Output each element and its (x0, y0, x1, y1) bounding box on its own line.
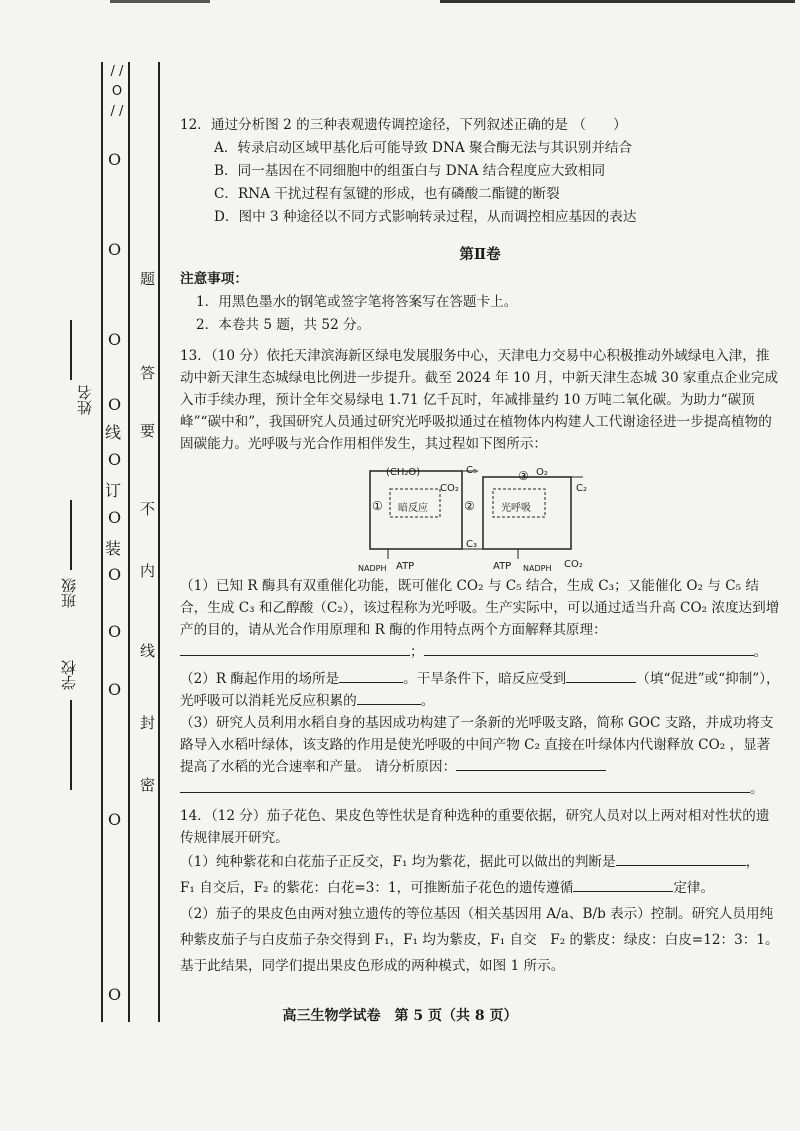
q14-intro: 14．（12 分）茄子花色、果皮色等性状是育种选种的重要依据，研究人员对以上两对相对性状的遗传规律展开研究。 (180, 808, 770, 846)
seal-char: 题 (140, 270, 156, 288)
page-content (180, 114, 780, 979)
scan-mark (440, 0, 795, 3)
binding-circle: O (108, 395, 122, 414)
q14-sub1-part: ， (745, 854, 760, 870)
seal-char: 线 (140, 642, 156, 660)
diagram-c3: C₃ (466, 539, 477, 550)
answer-blank[interactable] (339, 668, 403, 683)
diagram-ch2o: (CH₂O) (386, 467, 421, 478)
binding-circle: O (108, 150, 122, 169)
diagram-circle-2: ② (464, 499, 475, 513)
q14-sub1 (180, 849, 780, 875)
q12-option-b: B．同一基因在不同细胞中的组蛋白与 DNA 结合程度应大致相同 (214, 163, 606, 179)
diagram-co2-top: CO₂ (440, 483, 459, 494)
binding-circle: O (108, 985, 122, 1004)
binding-circle: O (108, 508, 122, 527)
school-label: 学校 (60, 660, 78, 690)
notice-item: 2．本卷共 5 题，共 52 分。 (196, 317, 371, 333)
binding-line-left (101, 62, 103, 1022)
photorespiration-diagram (358, 459, 598, 573)
q13-sub3-end: 。 (750, 781, 764, 797)
q13-sub1-end: 。 (753, 644, 768, 660)
binding-circle: O (108, 680, 122, 699)
q13-sub1-answer (180, 641, 780, 664)
binding-circle: O (108, 810, 122, 829)
binding-line-right (128, 62, 130, 1022)
diagram-c2: C₂ (576, 483, 587, 494)
scan-mark (110, 0, 210, 3)
q12-option-c: C．RNA 干扰过程有氢键的形成，也有磷酸二酯键的断裂 (214, 186, 560, 202)
diagram-co2-bottom: CO₂ (564, 559, 583, 570)
scan-edge (0, 0, 800, 8)
q14-sub1-part: （1）纯种紫花和白花茄子正反交，F₁ 均为紫花，据此可以做出的判断是 (180, 854, 616, 870)
diagram-circle-3: ③ (518, 469, 529, 483)
cut-char: 线 (105, 423, 122, 442)
q13-sub2-part: （填“促进”或“抑制”），光呼吸可以消耗光反应积累的 (180, 671, 780, 709)
binding-circles: / / O / / (110, 64, 124, 119)
cut-char: 订 (105, 481, 122, 500)
diagram-circle-1: ① (372, 499, 383, 513)
answer-blank[interactable] (424, 641, 754, 656)
q13-sub2 (180, 668, 780, 712)
binding-circle: O (108, 330, 122, 349)
seal-line (158, 62, 160, 1022)
binding-circle: O (108, 450, 122, 469)
q14-sub1-part: 定律。 (673, 880, 715, 896)
class-blank[interactable] (70, 500, 72, 570)
diagram-nadph-left: NADPH (358, 564, 387, 573)
answer-blank[interactable] (573, 877, 673, 892)
page-footer: 高三生物学试卷 第 5 页（共 8 页） (282, 1008, 518, 1024)
school-blank[interactable] (70, 700, 72, 790)
q13-sub3 (180, 712, 780, 778)
cut-char: 装 (105, 539, 122, 558)
q13-sub2-part: 。干旱条件下，暗反应受到 (403, 671, 567, 687)
notice-item: 1．用黑色墨水的钢笔或签字笔将答案写在答题卡上。 (196, 294, 518, 310)
part2-title: 第Ⅱ卷 (459, 246, 501, 263)
diagram-c5-top: C₅ (466, 465, 477, 476)
q12-option-d: D．图中 3 种途径以不同方式影响转录过程，从而调控相应基因的表达 (214, 209, 637, 225)
answer-blank[interactable] (566, 668, 636, 683)
seal-char: 密 (140, 776, 156, 794)
q13-intro: 13．（10 分）依托天津滨海新区绿电发展服务中心，天津电力交易中心积极推动外域绿电入津，推动中新天津生态城绿电比例进一步提升。截至 2024 年 10 月，中新天津生态城 30 家重点企业完成入市手续办理，预计全年交易绿电 1.71 亿千瓦时，年减排量约 10 万吨二氧化碳。为助力“碳顶峰”“碳中和”，我国研究人员通过研究光呼吸拟通过在植物体内构建人工代谢途径进一步提高植物的固碳能力。光呼吸与光合作用相伴发生，其过程如下图所示： (180, 348, 779, 452)
q13-sub3-text: （3）研究人员利用水稻自身的基因成功构建了一条新的光呼吸支路，简称 GOC 支路，并成功将支路导入水稻叶绿体，该支路的作用是使光呼吸的中间产物 C₂ 直接在叶绿体内代谢释放 CO₂ ，显著提高了水稻的光合速率和产量。 请分析原因： (180, 715, 774, 775)
q13-sub2-part: 。 (420, 693, 435, 709)
name-blank[interactable] (70, 320, 72, 380)
q12-option-a: A．转录启动区域甲基化后可能导致 DNA 聚合酶无法与其识别并结合 (214, 140, 633, 156)
diagram-atp-left: ATP (396, 561, 415, 572)
binding-circle: O (108, 240, 122, 259)
notice-title: 注意事项： (180, 271, 248, 287)
answer-blank[interactable] (616, 851, 746, 866)
q12-stem: 12．通过分析图 2 的三种表观遗传调控途径，下列叙述正确的是 （ ） (180, 117, 627, 133)
q13-sub3-answer (180, 778, 780, 801)
seal-char: 封 (140, 714, 156, 732)
q14-sub1-cont (180, 875, 780, 901)
q14-sub1-part: F₁ 自交后，F₂ 的紫花：白花=3：1，可推断茄子花色的遗传遵循 (180, 880, 574, 896)
diagram-photorespiration: 光呼吸 (501, 503, 531, 514)
answer-blank[interactable] (456, 756, 606, 771)
binding-circle: O (108, 622, 122, 641)
diagram-nadph-right: NADPH (523, 564, 552, 573)
answer-blank[interactable] (180, 778, 750, 793)
diagram-o2: O₂ (536, 467, 548, 478)
seal-char: 内 (140, 562, 156, 580)
answer-blank[interactable] (180, 641, 410, 656)
q14-sub2: （2）茄子的果皮色由两对独立遗传的等位基因（相关基因用 A/a、B/b 表示）控制。研究人员用纯种紫皮茄子与白皮茄子杂交得到 F₁，F₁ 均为紫皮，F₁ 自交 F₂ 的紫皮：绿皮：白皮=12：3：1。基于此结果，同学们提出果皮色形成的两种模式，如图 1 所示。 (180, 906, 779, 974)
binding-circle: O (108, 565, 122, 584)
name-label: 姓名 (76, 385, 94, 415)
diagram-atp-right: ATP (493, 561, 512, 572)
seal-char: 要 (140, 422, 156, 440)
seal-char: 答 (140, 364, 156, 382)
class-label: 班级 (60, 578, 78, 608)
q13-sub1: （1）已知 R 酶具有双重催化功能，既可催化 CO₂ 与 C₅ 结合，生成 C₃；又能催化 O₂ 与 C₅ 结合，生成 C₃ 和乙醇酸（C₂），该过程称为光呼吸。生产实际中，可以通过适当升高 CO₂ 浓度达到增产的目的，请从光合作用原理和 R 酶的作用特点两个方面解释其原理： (180, 578, 780, 638)
q13-sub1-sep: ； (410, 644, 424, 660)
seal-char: 不 (140, 500, 156, 518)
answer-blank[interactable] (357, 690, 421, 705)
diagram-dark-reaction: 暗反应 (398, 503, 428, 514)
q13-sub2-part: （2）R 酶起作用的场所是 (180, 671, 340, 687)
